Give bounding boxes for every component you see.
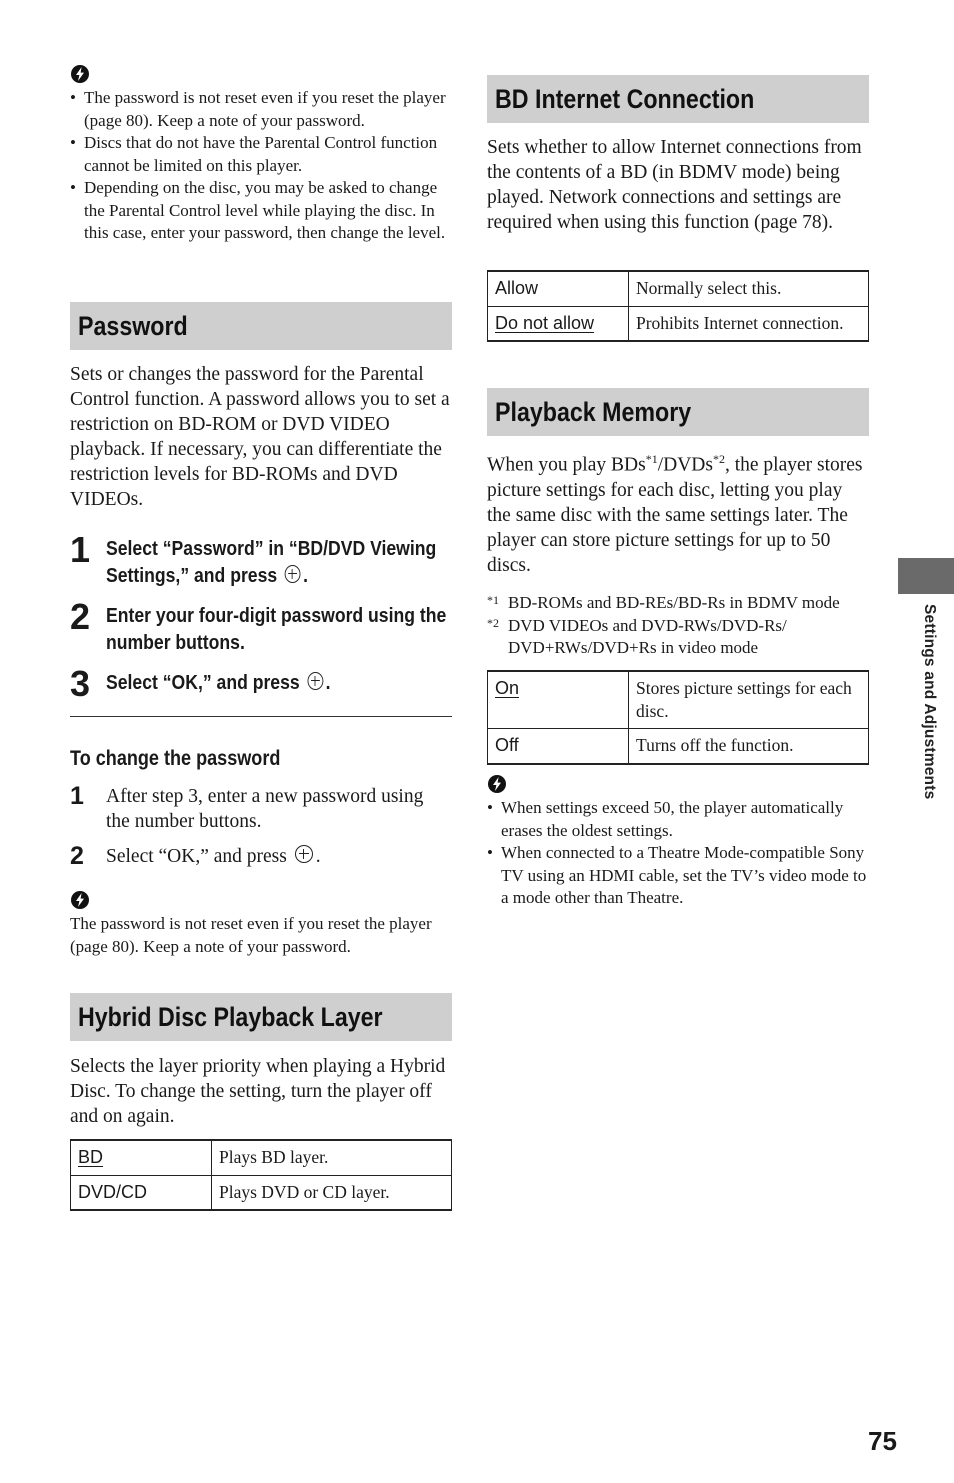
internet-options-table — [487, 270, 869, 342]
footnote: *1 BD-ROMs and BD-REs/BD-Rs in BDMV mode — [487, 593, 840, 612]
list-item: • When settings exceed 50, the player automatically erases the oldest settings. — [487, 797, 869, 842]
memory-note — [487, 774, 507, 794]
footnote: *2 DVD VIDEOs and DVD-RWs/DVD-Rs/ DVD+RWs/DVD+Rs in video mode — [487, 615, 787, 657]
page-number: 75 — [868, 1426, 897, 1456]
internet-description: Sets whether to allow Internet connections from the contents of a BD (in BDMV mode) being played. Network connections and settings are required when using this function (page 78). — [487, 137, 862, 233]
table-row: Off Turns off the function. — [488, 729, 869, 764]
note-icon — [487, 774, 507, 794]
table-row: Do not allow Prohibits Internet connection. — [488, 306, 869, 341]
table-row: DVD/CD Plays DVD or CD layer. — [71, 1175, 452, 1210]
list-item: • Discs that do not have the Parental Control function cannot be limited on this player. — [70, 132, 452, 177]
side-tab-label: Settings and Adjustments — [921, 604, 938, 800]
note-icon — [70, 890, 90, 910]
table-row: On Stores picture settings for each disc. — [488, 671, 869, 729]
change-password-heading: To change the password — [70, 747, 281, 770]
hybrid-options-table — [70, 1139, 452, 1211]
memory-footnotes — [487, 592, 869, 660]
memory-note-list — [487, 797, 869, 910]
memory-options-table — [487, 670, 869, 765]
password-section-heading: Password — [70, 302, 452, 350]
section-side-tab — [898, 558, 954, 594]
memory-section-heading: Playback Memory — [487, 388, 869, 436]
change-step-2: 2 Select “OK,” and press . — [70, 842, 321, 870]
hybrid-description: Selects the layer priority when playing a Hybrid Disc. To change the setting, turn the player off and on again. — [70, 1056, 446, 1127]
top-note-list — [70, 87, 452, 245]
password-step-2: 2 Enter your four-digit password using the number buttons. — [70, 596, 447, 654]
enter-button-icon — [307, 672, 323, 690]
memory-description: When you play BDs$^{*1}$/DVDs$^{*2}$, the player stores picture settings for each disc, letting you play the same disc with the same settings later. The player can store picture settings for up to 50 discs. — [487, 452, 863, 576]
enter-button-icon — [295, 845, 313, 863]
password-note-text: The password is not reset even if you reset the player (page 80). Keep a note of your password. — [70, 914, 432, 956]
list-item: • When connected to a Theatre Mode-compatible Sony TV using an HDMI cable, set the TV’s video mode to a mode other than Theatre. — [487, 842, 869, 910]
table-row: BD Plays BD layer. — [71, 1140, 452, 1175]
list-item: • Depending on the disc, you may be asked to change the Parental Control level while playing the disc. In this case, enter your password, then change the level. — [70, 177, 452, 245]
change-step-1: 1 After step 3, enter a new password using the number buttons. — [70, 782, 424, 832]
note-icon — [70, 64, 90, 84]
tip-note-icon — [70, 64, 90, 84]
table-row: Allow Normally select this. — [488, 271, 869, 306]
password-description: Sets or changes the password for the Parental Control function. A password allows you to set a restriction on BD-ROM or DVD VIDEO playback. If necessary, you can differentiate the restriction levels for BD-ROMs and DVD VIDEOs. — [70, 364, 450, 510]
hybrid-section-heading: Hybrid Disc Playback Layer — [70, 993, 452, 1041]
password-note — [70, 890, 90, 910]
password-step-3: 3 Select “OK,” and press . — [70, 663, 331, 704]
divider — [70, 716, 452, 717]
internet-section-heading: BD Internet Connection — [487, 75, 869, 123]
password-step-1: 1 Select “Password” in “BD/DVD Viewing Settings,” and press . — [70, 529, 437, 587]
enter-button-icon — [285, 565, 301, 583]
list-item: • The password is not reset even if you reset the player (page 80). Keep a note of your password. — [70, 87, 452, 132]
